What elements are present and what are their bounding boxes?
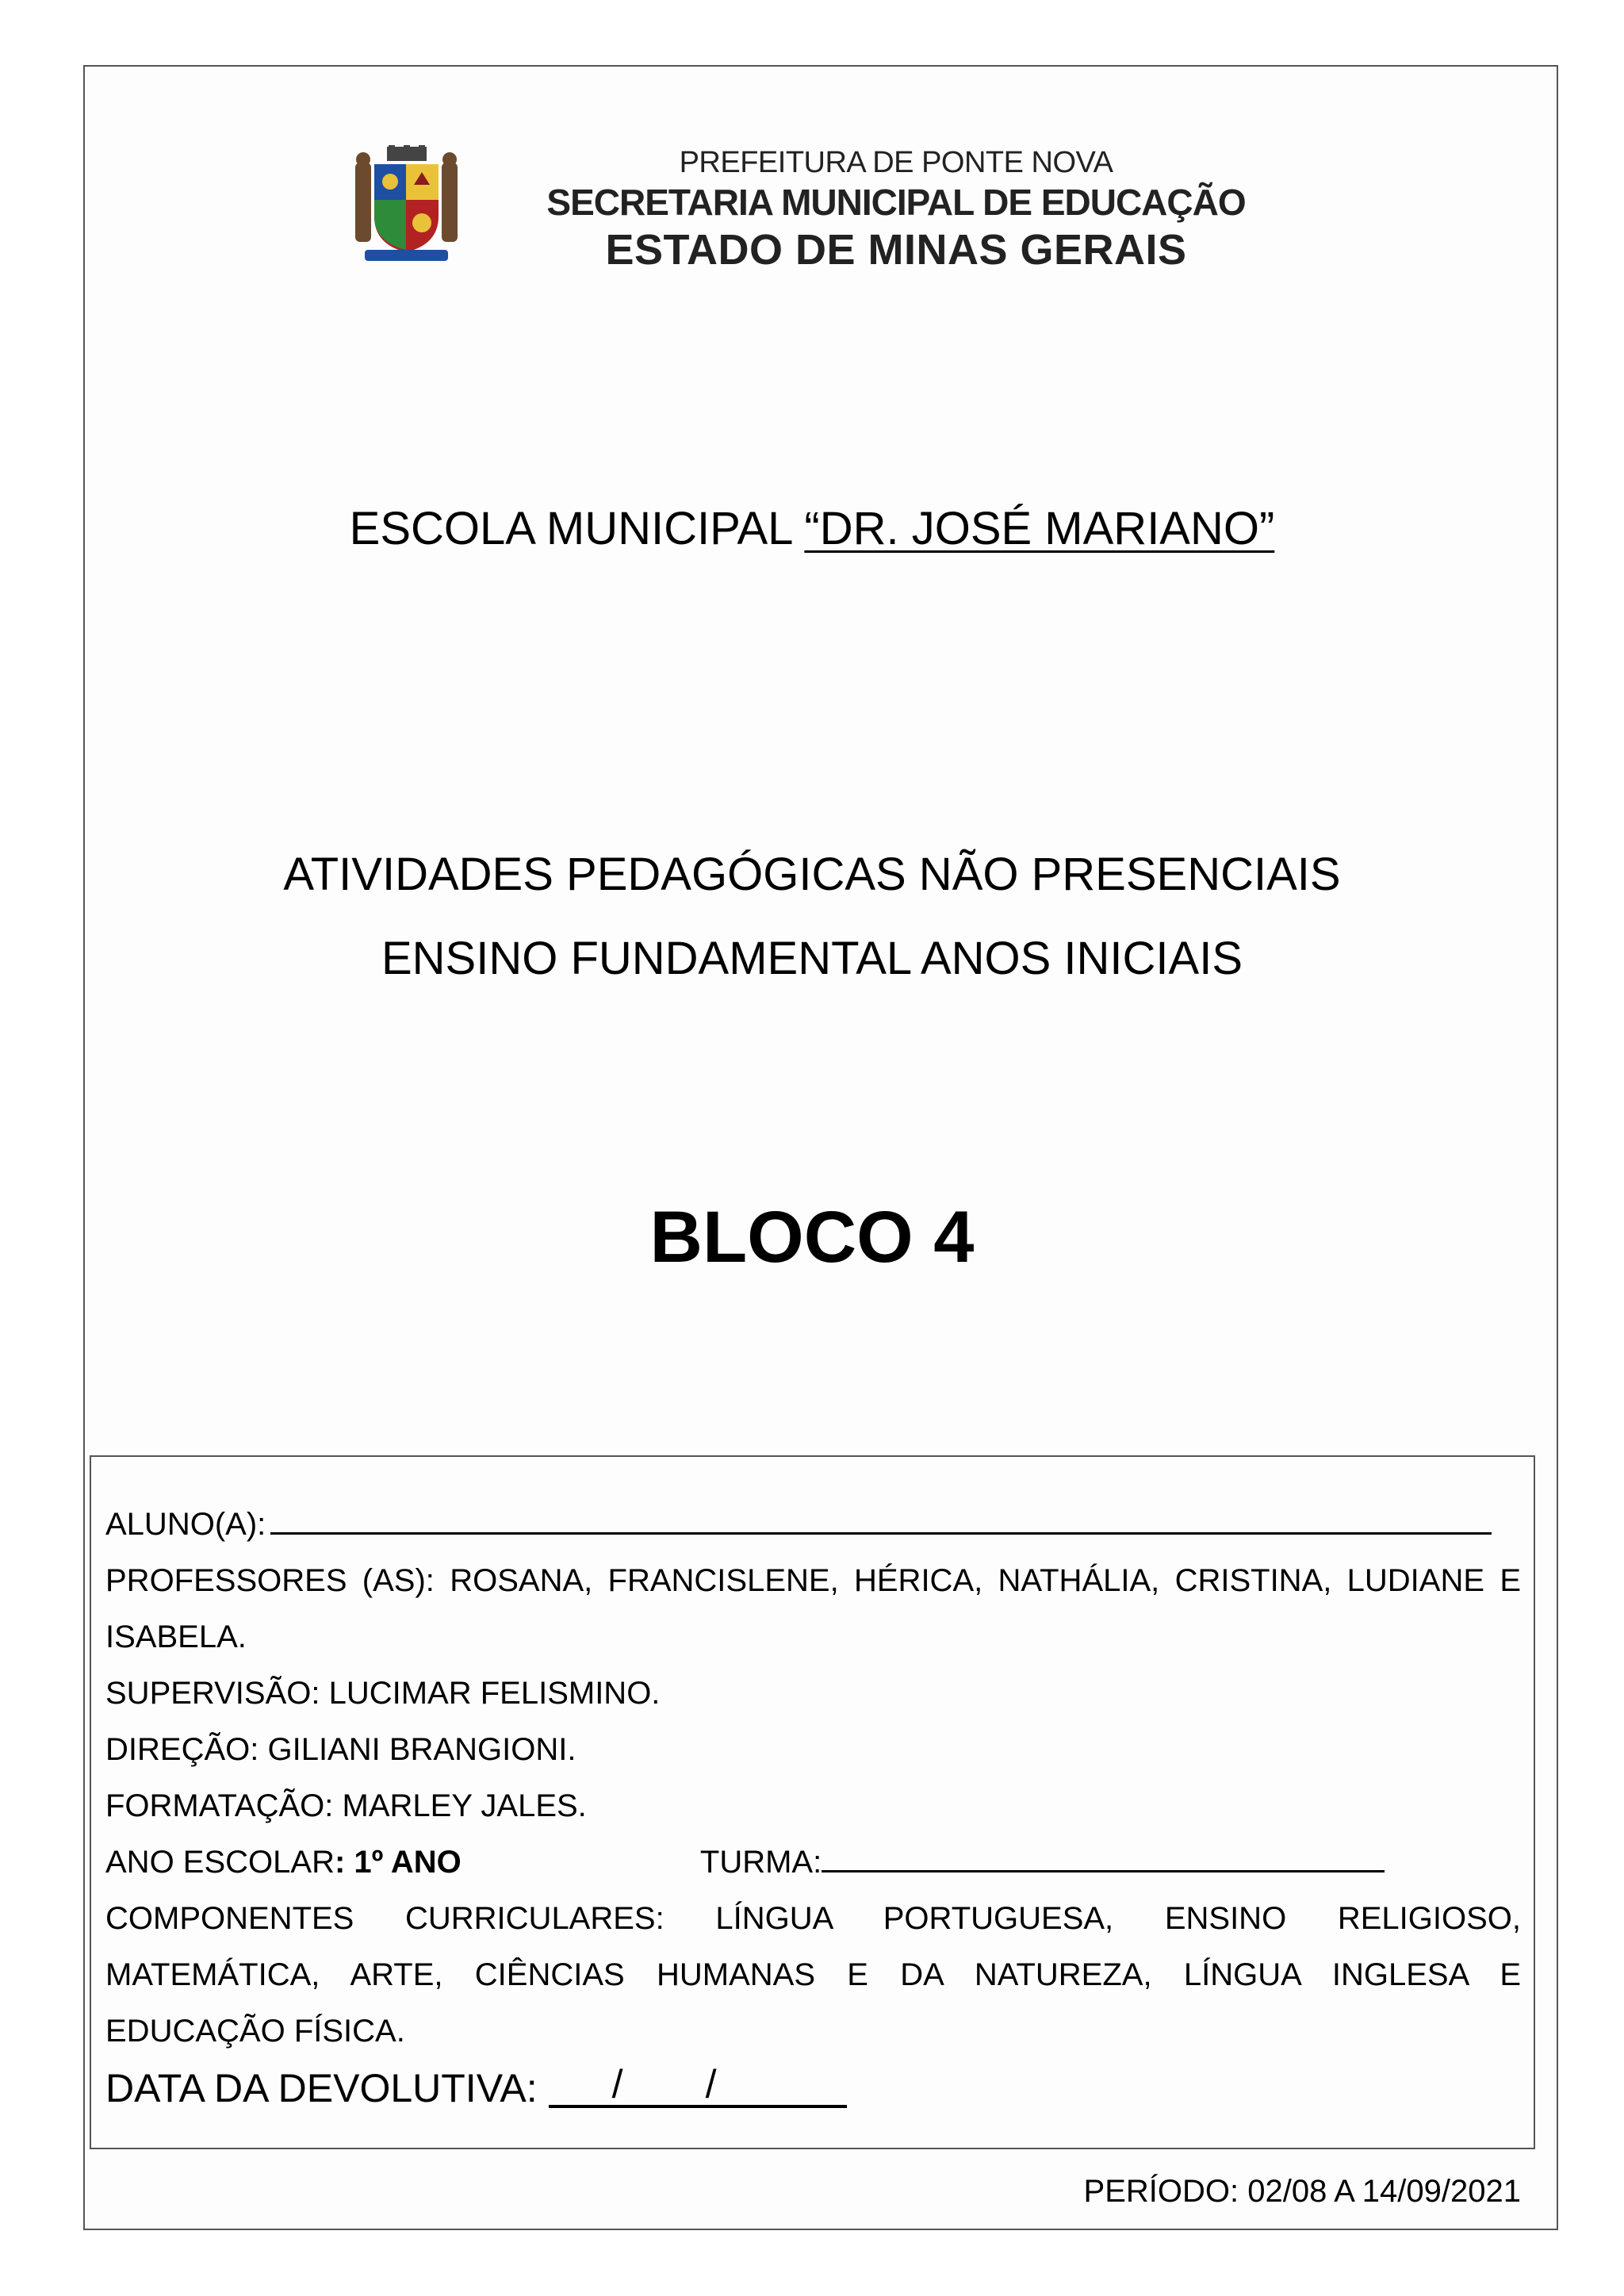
ano-turma-row [105, 1834, 1521, 1891]
letterhead [349, 145, 1300, 272]
componentes-line-1: COMPONENTES CURRICULARES: LÍNGUA PORTUGUESA, ENSINO RELIGIOSO, [105, 1901, 1521, 1936]
letterhead-text [508, 145, 1285, 275]
data-devolutiva-input[interactable] [549, 2064, 847, 2108]
prefeitura-title: PREFEITURA DE PONTE NOVA [679, 146, 1113, 179]
data-devolutiva-row [105, 2056, 1521, 2120]
activities-heading [0, 833, 1624, 1001]
professores-line-2: ISABELA. [105, 1619, 247, 1654]
aluno-label: ALUNO(A): [105, 1507, 266, 1542]
school-title [0, 501, 1624, 557]
ano-value: : 1º ANO [334, 1845, 462, 1880]
activities-line-2: ENSINO FUNDAMENTAL ANOS INICIAIS [381, 933, 1243, 984]
turma-input-line[interactable] [822, 1838, 1385, 1872]
school-name: “DR. JOSÉ MARIANO” [804, 503, 1275, 554]
componentes-line-3: EDUCAÇÃO FÍSICA. [105, 2014, 405, 2049]
date-separator-2: / [705, 2062, 717, 2106]
secretaria-title: SECRETARIA MUNICIPAL DE EDUCAÇÃO [546, 182, 1246, 223]
bloco-title: BLOCO 4 [649, 1197, 975, 1278]
student-info-content [105, 1497, 1521, 2120]
activities-line-1: ATIVIDADES PEDAGÓGICAS NÃO PRESENCIAIS [283, 849, 1341, 900]
aluno-input-line[interactable] [270, 1501, 1492, 1535]
ano-label: ANO ESCOLAR [105, 1845, 335, 1880]
periodo-text: PERÍODO: 02/08 A 14/09/2021 [1083, 2174, 1521, 2209]
aluno-row [105, 1497, 1521, 1553]
direcao-line: DIREÇÃO: GILIANI BRANGIONI. [105, 1732, 576, 1767]
professores-line-1: PROFESSORES (AS): ROSANA, FRANCISLENE, HÉRICA, NATHÁLIA, CRISTINA, LUDIANE E [105, 1563, 1521, 1598]
coat-of-arms-icon [349, 145, 464, 264]
turma-label: TURMA: [699, 1845, 822, 1880]
estado-title: ESTADO DE MINAS GERAIS [605, 226, 1187, 274]
componentes-line-2: MATEMÁTICA, ARTE, CIÊNCIAS HUMANAS E DA NATUREZA, LÍNGUA INGLESA E [105, 1957, 1521, 1992]
formatacao-line: FORMATAÇÃO: MARLEY JALES. [105, 1788, 587, 1823]
supervisao-line: SUPERVISÃO: LUCIMAR FELISMINO. [105, 1676, 661, 1711]
school-prefix: ESCOLA MUNICIPAL [349, 503, 805, 554]
date-separator-1: / [611, 2062, 623, 2106]
student-info-box [90, 1455, 1535, 2149]
data-devolutiva-label: DATA DA DEVOLUTIVA: [105, 2066, 538, 2110]
